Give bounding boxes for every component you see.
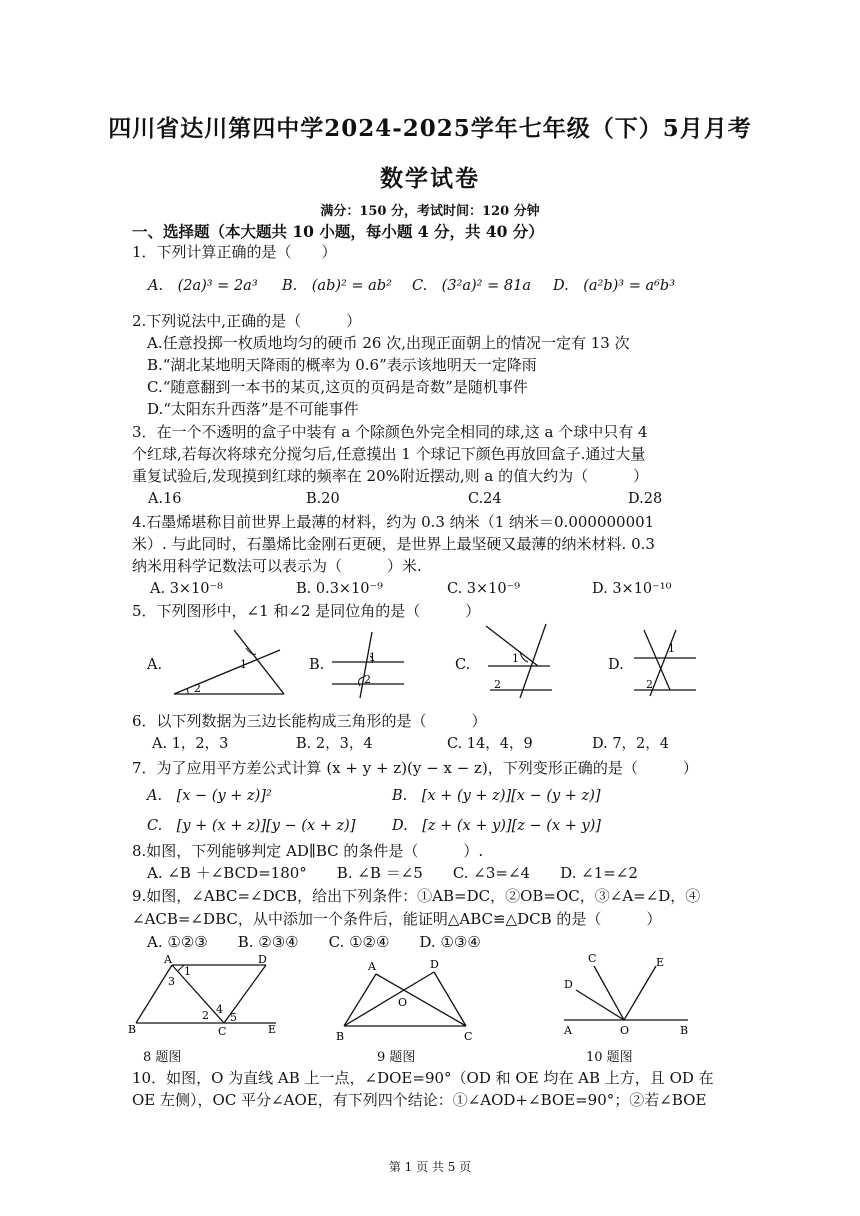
q10-line-1: 10．如图，O 为直线 AB 上一点，∠DOE=90°（OD 和 OE 均在 AB 上方，且 OD 在 [132,1069,714,1087]
q8-options: A. ∠B ＋∠BCD=180° B. ∠B ＝∠5 C. ∠3=∠4 D. ∠1=∠2 [147,864,638,882]
q8-stem: 8.如图，下列能够判定 AD∥BC 的条件是（ ）. [132,842,484,860]
fig8-angle-1: 1 [184,965,191,978]
q2-option-b: B.“湖北某地明天降雨的概率为 0.6”表示该地明天一定降雨 [147,356,537,374]
q5c-angle-1-label: 1 [512,652,519,665]
q10-line-2: OE 左侧），OC 平分∠AOE，有下列四个结论：①∠AOD+∠BOE=90°；②若∠BOE [132,1091,707,1109]
q5-option-d: D. [608,657,624,673]
fig8-point-e: E [268,1023,277,1036]
q5a-angle-2-label: 2 [194,682,201,695]
figure-9-caption: 9 题图 [377,1050,416,1065]
fig8-angle-2: 2 [202,1009,209,1022]
q5-figure-a [168,628,288,700]
exam-meta: 满分：150 分，考试时间：120 分钟 [320,204,540,219]
section-heading: 一、选择题（本大题共 10 小题，每小题 4 分，共 40 分） [132,222,544,241]
q3-line-3: 重复试验后,发现摸到红球的频率在 20%附近摆动,则 a 的值大约为（ ） [132,467,649,485]
fig8-point-b: B [128,1023,137,1036]
fig8-angle-4: 4 [216,1003,223,1016]
fig9-point-o: O [398,996,408,1009]
q4-option-c: C. 3×10⁻⁹ [447,581,521,597]
q3-line-2: 个红球,若每次将球充分搅匀后,任意摸出 1 个球记下颜色再放回盒子.通过大量 [132,445,646,463]
exam-title: 四川省达川第四中学2024-2025学年七年级（下）5月月考 [108,115,752,142]
fig8-point-d: D [258,953,267,966]
q5-option-c: C. [455,657,471,673]
q6-option-c: C. 14，4，9 [447,736,533,752]
fig10-point-e: E [656,956,665,969]
q9-line-1: 9.如图，∠ABC=∠DCB，给出下列条件：①AB=DC，②OB=OC，③∠A=∠D，④ [132,887,701,905]
figure-8-caption: 8 题图 [143,1050,182,1065]
exam-subtitle: 数学试卷 [380,165,480,192]
q9-line-2: ∠ACB=∠DBC，从中添加一个条件后，能证明△ABC≌△DCB 的是（ ） [132,910,662,928]
q4-line-2: 米）. 与此同时，石墨烯比金刚石更硬，是世界上最坚硬又最薄的纳米材料. 0.3 [132,535,655,553]
q5d-angle-1-label: 1 [668,642,675,655]
q5a-angle-1-label: 1 [240,658,247,671]
q2-option-c: C.“随意翻到一本书的某页,这页的页码是奇数”是随机事件 [147,378,528,396]
q6-option-d: D. 7，2，4 [592,736,670,752]
q5-stem: 5．下列图形中，∠1 和∠2 是同位角的是（ ） [132,602,481,620]
fig8-angle-3: 3 [168,975,175,988]
q5-option-b: B. [309,657,325,673]
q7-option-a: A. [x − (y + z)]² [147,788,272,804]
q5-figure-c [480,622,570,702]
q3-option-a: A.16 [148,491,182,507]
fig10-point-b: B [680,1024,689,1037]
fig10-point-a: A [564,1024,572,1037]
fig8-angle-5: 5 [230,1011,237,1024]
q2-option-a: A.任意投掷一枚质地均匀的硬币 26 次,出现正面朝上的情况一定有 13 次 [147,334,630,352]
q7-stem: 7．为了应用平方差公式计算 (x + y + z)(y − x − z)，下列变形正确的是（ ） [132,759,698,777]
figure-10 [560,952,700,1036]
q4-line-3: 纳米用科学记数法可以表示为（ ）米. [132,557,422,575]
fig8-point-c: C [218,1025,227,1038]
q6-option-a: A. 1，2，3 [152,736,229,752]
q4-option-b: B. 0.3×10⁻⁹ [296,581,383,597]
q9-options: A. ①②③ B. ②③④ C. ①②④ D. ①③④ [147,933,481,951]
q3-option-c: C.24 [468,491,502,507]
q4-option-a: A. 3×10⁻⁸ [150,581,223,597]
q3-line-1: 3．在一个不透明的盒子中装有 a 个除颜色外完全相同的球,这 a 个球中只有 4 [132,423,648,441]
q2-option-d: D.“太阳东升西落”是不可能事件 [147,400,359,418]
fig10-point-d: D [564,978,573,991]
figure-8 [126,953,286,1038]
q6-option-b: B. 2，3，4 [296,736,373,752]
q5b-angle-2-label: 2 [364,673,371,686]
fig10-point-c: C [588,952,597,965]
q7-option-b: B. [x + (y + z)][x − (y + z)] [392,788,601,804]
q5-figure-b [328,630,408,700]
q1-option-a: A. (2a)³ = 2a³ [148,278,258,294]
q3-option-b: B.20 [306,491,340,507]
q5d-angle-2-label: 2 [646,678,653,691]
q2-stem: 2.下列说法中,正确的是（ ） [132,312,362,330]
fig9-point-b: B [336,1030,345,1043]
q4-option-d: D. 3×10⁻¹⁰ [592,581,672,597]
q1-stem: 1．下列计算正确的是（ ） [132,243,337,261]
q3-option-d: D.28 [628,491,663,507]
figure-9 [332,960,482,1044]
fig8-point-a: A [164,953,172,966]
q1-option-c: C. (3²a)² = 81a [412,278,531,294]
fig9-point-c: C [464,1030,473,1043]
q5b-angle-1-label: 1 [369,651,376,664]
q1-option-d: D. (a²b)³ = a⁶b³ [553,278,676,294]
q6-stem: 6．以下列数据为三边长能构成三角形的是（ ） [132,712,487,730]
q7-option-c: C. [y + (x + z)][y − (x + z)] [147,818,356,834]
q5c-angle-2-label: 2 [494,678,501,691]
fig9-point-d: D [430,958,439,971]
page-footer: 第 1 页 共 5 页 [388,1160,472,1174]
q1-option-b: B. (ab)² = ab² [282,278,392,294]
q5-option-a: A. [147,657,163,673]
q4-line-1: 4.石墨烯堪称目前世界上最薄的材料，约为 0.3 纳米（1 纳米＝0.000000001 [132,513,655,531]
fig10-point-o: O [620,1024,630,1037]
q5-figure-d [630,628,700,698]
q7-option-d: D. [z + (x + y)][z − (x + y)] [392,818,601,834]
fig9-point-a: A [368,960,376,973]
figure-10-caption: 10 题图 [586,1050,633,1065]
